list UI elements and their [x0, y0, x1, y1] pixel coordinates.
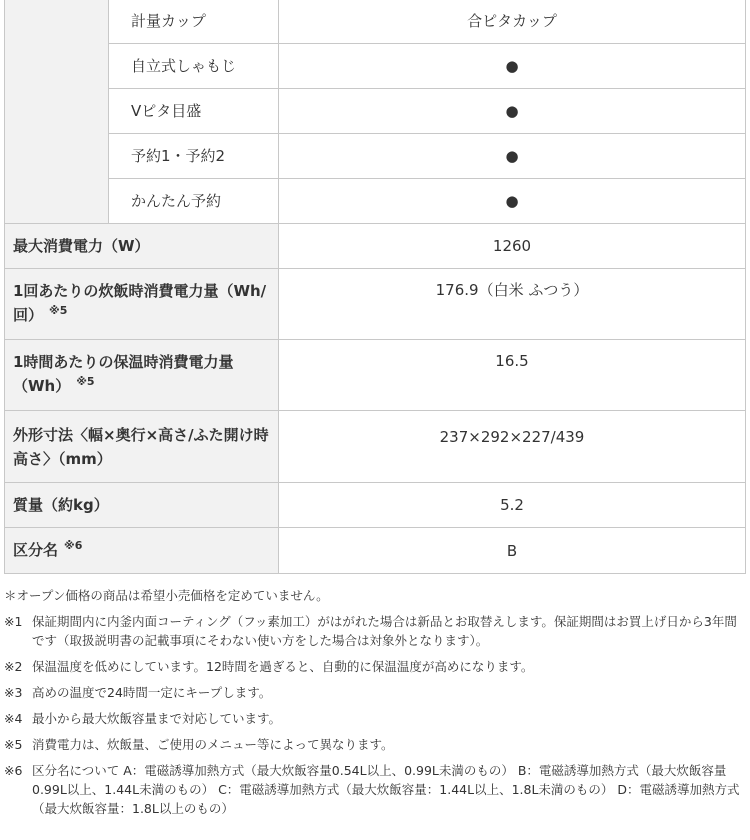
spec-table	[4, 0, 746, 574]
row-value: B	[279, 528, 746, 574]
footnote-ref: ※5	[49, 304, 68, 317]
footnote-mark: ※4	[4, 711, 23, 726]
table-row	[5, 44, 746, 89]
row-label	[5, 528, 279, 574]
footnote-text: 区分名について A：電磁誘導加熱方式（最大炊飯容量0.54L以上、0.99L未満のもの） B：電磁誘導加熱方式（最大炊飯容量0.99L以上、1.44L未満のもの） C：電磁誘導加熱方式（最大炊飯容量：1.44L以上、1.8L未満のもの） D：電磁誘導加熱方式（最大炊飯容量：1.8L以上のもの）	[32, 763, 740, 816]
row-value: 5.2	[279, 483, 746, 528]
row-value: 16.5	[279, 340, 746, 411]
sub-label: Vピタ目盛	[109, 89, 279, 134]
row-label-text: 外形寸法〈幅×奥行×高さ/ふた開け時高さ〉（mm）	[13, 425, 269, 468]
row-label	[5, 269, 279, 340]
footnote-text: 保証期間内に内釜内面コーティング（フッ素加工）がはがれた場合は新品とお取替えします。保証期間はお買上げ日から3年間です（取扱説明書の記載事項にそわない使い方をした場合は対象外となります）。	[32, 614, 737, 648]
row-label-text: 最大消費電力（W）	[13, 237, 150, 255]
row-label	[5, 340, 279, 411]
footnote-mark: ※5	[4, 737, 23, 752]
footnote-item	[4, 761, 746, 818]
footnote-mark: ※1	[4, 614, 23, 629]
feature-dot: ●	[279, 134, 746, 179]
table-row	[5, 224, 746, 269]
footnote-ref: ※5	[76, 375, 95, 388]
table-row	[5, 528, 746, 574]
row-value: 1260	[279, 224, 746, 269]
sub-value: 合ピタカップ	[279, 0, 746, 44]
row-label	[5, 483, 279, 528]
table-row	[5, 89, 746, 134]
sub-label: 予約1・予約2	[109, 134, 279, 179]
sub-label: 計量カップ	[109, 0, 279, 44]
row-value: 237×292×227/439	[279, 411, 746, 483]
footnote-text: 保温温度を低めにしています。12時間を過ぎると、自動的に保温温度が高めになります。	[32, 659, 534, 674]
footnote-text: 高めの温度で24時間一定にキープします。	[32, 685, 272, 700]
row-label-text: 1回あたりの炊飯時消費電力量（Wh/回）	[13, 282, 267, 324]
table-row	[5, 269, 746, 340]
feature-dot: ●	[279, 179, 746, 224]
feature-dot: ●	[279, 89, 746, 134]
footnote-item	[4, 657, 746, 676]
table-row	[5, 134, 746, 179]
row-label-text: 1時間あたりの保温時消費電力量（Wh）	[13, 353, 234, 395]
sub-label: かんたん予約	[109, 179, 279, 224]
footnote-item	[4, 683, 746, 702]
table-row	[5, 483, 746, 528]
row-value: 176.9（白米 ふつう）	[279, 269, 746, 340]
row-label-text: 区分名	[13, 540, 59, 559]
category-cell	[5, 0, 109, 224]
sub-label: 自立式しゃもじ	[109, 44, 279, 89]
footnote-ref: ※6	[64, 538, 83, 552]
footnote-text: 最小から最大炊飯容量まで対応しています。	[32, 711, 282, 726]
footnote-item	[4, 709, 746, 728]
footnote-item	[4, 735, 746, 754]
footnote-item	[4, 612, 746, 650]
footnote-mark: ※6	[4, 763, 23, 778]
footnote-mark: ※3	[4, 685, 23, 700]
table-row	[5, 340, 746, 411]
table-row	[5, 179, 746, 224]
row-label	[5, 224, 279, 269]
footnotes	[4, 586, 746, 825]
row-label-text: 質量（約kg）	[13, 496, 109, 514]
table-row	[5, 411, 746, 483]
table-row	[5, 0, 746, 44]
footnote-mark: ※2	[4, 659, 23, 674]
footnote-text: 消費電力は、炊飯量、ご使用のメニュー等によって異なります。	[32, 737, 394, 752]
row-label	[5, 411, 279, 483]
open-price-note: ＊オープン価格の商品は希望小売価格を定めていません。	[4, 588, 329, 603]
feature-dot: ●	[279, 44, 746, 89]
